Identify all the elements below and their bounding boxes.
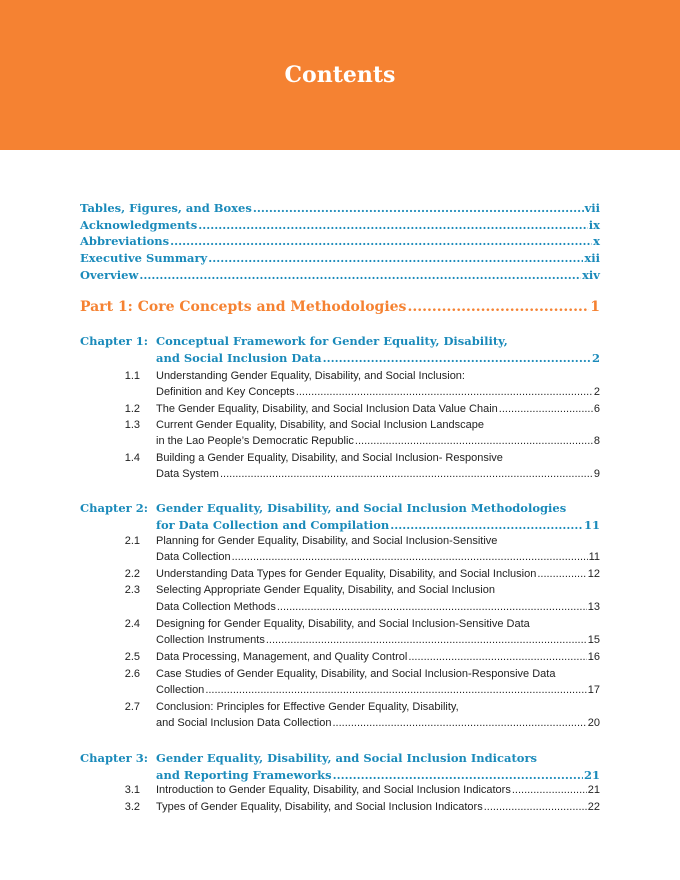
chapter-3-title-line1[interactable]: Gender Equality, Disability, and Social Inclusion Indicators bbox=[156, 751, 537, 765]
section-number: 2.7 bbox=[124, 701, 140, 713]
toc-section-2-6-line1[interactable]: Case Studies of Gender Equality, Disability, and Social Inclusion-Responsive Data bbox=[156, 668, 556, 680]
section-number: 1.3 bbox=[124, 419, 140, 431]
toc-section-3-2[interactable]: Types of Gender Equality, Disability, and Social Inclusion Indicators ..... 22 bbox=[156, 801, 600, 813]
section-number: 2.4 bbox=[124, 618, 140, 630]
chapter-1-number: Chapter 1: bbox=[80, 334, 148, 348]
toc-section-1-2[interactable]: The Gender Equality, Disability, and Social Inclusion Data Value Chain ..... 6 bbox=[156, 403, 600, 415]
toc-entry-executive-summary[interactable]: Executive Summary ..... xii bbox=[80, 251, 600, 265]
toc-entry-acknowledgments[interactable]: Acknowledgments ..... ix bbox=[80, 218, 600, 232]
toc-section-2-4-line2[interactable]: Collection Instruments ..... 15 bbox=[156, 634, 600, 646]
toc-section-2-1-line1[interactable]: Planning for Gender Equality, Disability, and Social Inclusion-Sensitive bbox=[156, 535, 498, 547]
section-number: 1.4 bbox=[124, 452, 140, 464]
toc-section-1-3-line1[interactable]: Current Gender Equality, Disability, and Social Inclusion Landscape bbox=[156, 419, 484, 431]
toc-section-2-6-line2[interactable]: Collection ..... 17 bbox=[156, 684, 600, 696]
toc-section-1-4-line2[interactable]: Data System ..... 9 bbox=[156, 468, 600, 480]
chapter-1-title-line1[interactable]: Conceptual Framework for Gender Equality, Disability, bbox=[156, 334, 508, 348]
section-number: 3.1 bbox=[124, 784, 140, 796]
toc-entry-part-1[interactable]: Part 1: Core Concepts and Methodologies ..... 1 bbox=[80, 299, 600, 315]
toc-section-2-7-line1[interactable]: Conclusion: Principles for Effective Gender Equality, Disability, bbox=[156, 701, 459, 713]
section-number: 2.3 bbox=[124, 584, 140, 596]
section-number: 1.2 bbox=[124, 403, 140, 415]
chapter-2-title-line2[interactable]: for Data Collection and Compilation ..... 11 bbox=[156, 518, 600, 532]
toc-entry-overview[interactable]: Overview ..... xiv bbox=[80, 268, 600, 282]
section-number: 3.2 bbox=[124, 801, 140, 813]
section-number: 2.2 bbox=[124, 568, 140, 580]
toc-section-2-5[interactable]: Data Processing, Management, and Quality Control ..... 16 bbox=[156, 651, 600, 663]
section-number: 2.6 bbox=[124, 668, 140, 680]
chapter-2-number: Chapter 2: bbox=[80, 501, 148, 515]
toc-section-2-2[interactable]: Understanding Data Types for Gender Equality, Disability, and Social Inclusion ..... 12 bbox=[156, 568, 600, 580]
toc-section-2-3-line2[interactable]: Data Collection Methods ..... 13 bbox=[156, 601, 600, 613]
toc-entry-abbreviations[interactable]: Abbreviations ..... x bbox=[80, 234, 600, 248]
toc-section-2-7-line2[interactable]: and Social Inclusion Data Collection ..... 20 bbox=[156, 717, 600, 729]
page-title: Contents bbox=[284, 62, 396, 88]
toc-section-2-1-line2[interactable]: Data Collection ..... 11 bbox=[156, 551, 600, 563]
toc-section-2-3-line1[interactable]: Selecting Appropriate Gender Equality, Disability, and Social Inclusion bbox=[156, 584, 495, 596]
section-number: 2.1 bbox=[124, 535, 140, 547]
toc-section-1-1-line2[interactable]: Definition and Key Concepts ..... 2 bbox=[156, 386, 600, 398]
toc-section-1-1-line1[interactable]: Understanding Gender Equality, Disability, and Social Inclusion: bbox=[156, 370, 465, 382]
section-number: 1.1 bbox=[124, 370, 140, 382]
toc-entry-tables-figures[interactable]: Tables, Figures, and Boxes ..... vii bbox=[80, 201, 600, 215]
toc-section-1-3-line2[interactable]: in the Lao People’s Democratic Republic ..... 8 bbox=[156, 435, 600, 447]
toc-section-1-4-line1[interactable]: Building a Gender Equality, Disability, and Social Inclusion- Responsive bbox=[156, 452, 503, 464]
toc-section-2-4-line1[interactable]: Designing for Gender Equality, Disability, and Social Inclusion-Sensitive Data bbox=[156, 618, 530, 630]
chapter-1-title-line2[interactable]: and Social Inclusion Data ..... 2 bbox=[156, 351, 600, 365]
chapter-3-title-line2[interactable]: and Reporting Frameworks ..... 21 bbox=[156, 768, 600, 782]
chapter-2-title-line1[interactable]: Gender Equality, Disability, and Social Inclusion Methodologies bbox=[156, 501, 567, 515]
chapter-3-number: Chapter 3: bbox=[80, 751, 148, 765]
section-number: 2.5 bbox=[124, 651, 140, 663]
toc-section-3-1[interactable]: Introduction to Gender Equality, Disability, and Social Inclusion Indicators ..... 21 bbox=[156, 784, 600, 796]
header-banner bbox=[0, 0, 680, 150]
